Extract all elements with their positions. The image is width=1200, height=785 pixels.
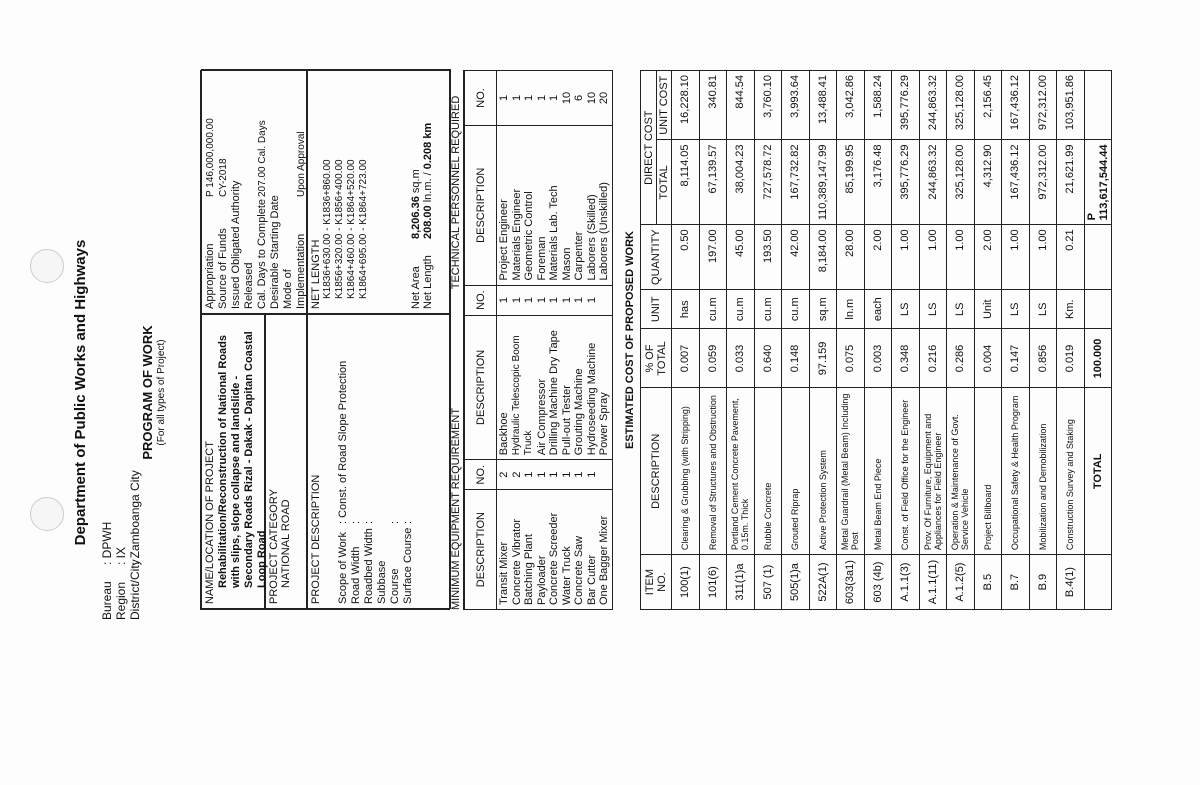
cost-qty: 2.00: [864, 225, 892, 290]
cost-qty: 1.00: [947, 225, 975, 290]
list-item: 1: [560, 471, 573, 478]
list-item: 1: [560, 296, 573, 304]
list-item: 1: [585, 471, 598, 478]
cost-unit: has: [672, 289, 700, 329]
list-item: 1: [535, 471, 548, 478]
list-item: Payloader: [535, 555, 548, 605]
cost-item: 311(1)a: [727, 555, 755, 610]
list-item: Drilling Machine Dry Tape: [548, 330, 560, 456]
cost-pct: 0.148: [782, 329, 810, 388]
program-subtitle: (For all types of Project): [156, 339, 167, 446]
list-item: 1: [523, 296, 535, 304]
roadbed-width-label: Roadbed Width: [363, 528, 375, 604]
total-uc-cell: [1084, 71, 1111, 141]
list-item: 1: [535, 94, 548, 102]
start-label: Desirable Starting Date: [269, 195, 281, 309]
funding-cell: [201, 69, 307, 314]
list-item: Foreman: [535, 236, 548, 281]
program-title: PROGRAM OF WORK: [140, 325, 155, 460]
cost-unit: cu.m: [782, 289, 810, 329]
table-row: [864, 71, 892, 610]
col-total: TOTAL: [657, 140, 672, 225]
col-pct: % OF TOTAL: [641, 329, 672, 388]
list-item: Pull-out Tester: [560, 385, 573, 456]
eq-col-desc2: DESCRIPTION: [465, 315, 497, 460]
cost-pct: 0.856: [1029, 329, 1057, 388]
cost-qty: 8,184.00: [809, 225, 837, 290]
cost-desc: Construction Survey and Staking: [1057, 388, 1085, 555]
colon: :: [389, 520, 401, 524]
equipment-left-list: [497, 490, 613, 610]
net-area-unit: sq.m: [410, 169, 422, 194]
list-item: Transit Mixer: [498, 541, 510, 605]
cost-total: 395,776.29: [892, 140, 920, 225]
list-item: 20: [598, 91, 610, 105]
cost-item: A.1.2(5): [947, 555, 975, 610]
net-length-unit: ln.m. /: [422, 172, 434, 203]
name-location-cell: [201, 314, 268, 609]
cost-qty: 1.00: [892, 225, 920, 290]
cost-total: 244,863.32: [919, 140, 947, 225]
list-item: Carpenter: [573, 231, 585, 281]
project-name: Rehabilitation/Reconstruction of National Roads with slips, slope collapse and landslide - Secondary Roads Rizal - Dakak - Dapitan Coastal Loop Road: [217, 331, 268, 588]
list-item: 1: [548, 296, 560, 304]
cost-desc: Const. of Field Office for the Engineer: [892, 388, 920, 555]
table-row: [919, 71, 947, 610]
colon: :: [350, 520, 362, 524]
cost-total: 167,732.82: [782, 140, 810, 225]
col-item: ITEM NO.: [641, 555, 672, 610]
table-row: [699, 71, 727, 610]
list-item: 1: [548, 94, 560, 102]
pers-col-desc: DESCRIPTION: [465, 125, 497, 285]
total-label: TOTAL: [1084, 388, 1111, 555]
cost-unit-cost: 844.54: [727, 71, 755, 141]
requirements-table: [464, 70, 613, 610]
table-row: [1002, 71, 1030, 610]
list-item: 6: [573, 94, 585, 102]
cost-item: 603 (4b): [864, 555, 892, 610]
cost-unit-cost: 2,156.45: [974, 71, 1002, 141]
personnel-list: [497, 125, 613, 285]
list-item: One Bagger Mixer: [598, 515, 610, 605]
cost-total: 727,578.72: [754, 140, 782, 225]
net-area-label: Net Area: [410, 266, 422, 309]
list-item: Concrete Screeder: [548, 512, 560, 605]
cost-item: A.1.1(11): [919, 555, 947, 610]
list-item: 1: [535, 296, 548, 304]
cost-total: 85,199.95: [837, 140, 865, 225]
cost-unit-cost: 395,776.29: [892, 71, 920, 141]
description-label: PROJECT DESCRIPTION: [310, 474, 322, 604]
table-row: [809, 71, 837, 610]
cost-unit: cu.m: [727, 289, 755, 329]
cost-qty: 1.00: [919, 225, 947, 290]
personnel-title: TECHNICAL PERSONNEL REQUIRED: [450, 70, 464, 315]
net-length-row: [422, 74, 434, 309]
list-item: Laborers (Skilled): [585, 194, 598, 281]
station-3: K1864+460.00 - K1864+520.00: [346, 159, 357, 299]
net-length-cell: [307, 69, 451, 314]
cost-item: 505(1)a: [782, 555, 810, 610]
list-item: 1: [510, 296, 523, 304]
cost-unit-cost: 13,488.41: [809, 71, 837, 141]
cost-unit: Unit: [974, 289, 1002, 329]
equipment-right-counts: [497, 460, 613, 490]
table-row: [947, 71, 975, 610]
cost-unit-cost: 340.81: [699, 71, 727, 141]
list-item: 1: [523, 94, 535, 102]
cost-desc: Prov. Of Furniture, Equipment and Appliances for Field Engineer: [919, 388, 947, 555]
list-item: Grouting Machine: [573, 368, 585, 456]
region-value: : IX: [114, 546, 128, 565]
cost-qty: 1.00: [1029, 225, 1057, 290]
equipment-title: MINIMUM EQUIPMENT REQUIREMENT: [450, 315, 464, 610]
name-location-label: NAME/LOCATION OF PROJECT: [204, 441, 216, 604]
list-item: 1: [573, 471, 585, 478]
net-length-label: NET LENGTH: [310, 239, 322, 309]
cost-item: 522A(1): [809, 555, 837, 610]
table-row: [837, 71, 865, 610]
cost-desc: Project Billboard: [974, 388, 1002, 555]
equipment-right-list: [497, 315, 613, 460]
pers-col-no: NO.: [465, 285, 497, 315]
mode-label: Mode of Implementation: [282, 233, 307, 309]
table-row: [782, 71, 810, 610]
bureau-block: [100, 470, 142, 620]
station-4: K1864+695.00 - K1864+723.00: [358, 159, 369, 299]
cost-pct: 0.640: [754, 329, 782, 388]
list-item: 1: [498, 94, 510, 102]
eq-col-desc: DESCRIPTION: [465, 490, 497, 610]
net-area-row: [410, 74, 422, 309]
list-item: Bar Cutter: [585, 554, 598, 605]
cost-pct: 0.216: [919, 329, 947, 388]
cost-item: B.9: [1029, 555, 1057, 610]
total-item-cell: [1084, 555, 1111, 610]
total-pct: 100.000: [1084, 329, 1111, 388]
colon: :: [363, 520, 375, 524]
net-length-text: Net Length: [422, 255, 434, 309]
mode-row: [282, 74, 308, 309]
list-item: Concrete Vibrator: [510, 518, 523, 605]
cost-qty: 42.00: [782, 225, 810, 290]
cost-pct: 97.159: [809, 329, 837, 388]
cost-total: 167,436.12: [1002, 140, 1030, 225]
subbase-label: Subbase Course: [376, 560, 401, 604]
table-row: [892, 71, 920, 610]
bureau-value: : DPWH: [100, 521, 114, 565]
source-label: Source of Funds: [217, 228, 229, 309]
list-item: Project Engineer: [498, 199, 510, 281]
list-item: 1: [548, 471, 560, 478]
cost-qty: 2.00: [974, 225, 1002, 290]
appropriation-row: [204, 74, 217, 309]
total-unit-cell: [1084, 289, 1111, 329]
cost-unit: cu.m: [754, 289, 782, 329]
cost-unit: ln.m: [837, 289, 865, 329]
total-value: 113,617,544.44: [1097, 144, 1110, 221]
cost-total: 4,312.90: [974, 140, 1002, 225]
col-unit: UNIT: [641, 289, 672, 329]
cost-unit: LS: [892, 289, 920, 329]
category-cell: [265, 314, 307, 609]
cost-unit-cost: 325,128.00: [947, 71, 975, 141]
cost-pct: 0.007: [672, 329, 700, 388]
cost-desc: Rubble Concrete: [754, 388, 782, 555]
list-item: Materials Lab. Tech: [548, 185, 560, 281]
cost-desc: Active Protection System: [809, 388, 837, 555]
list-item: Air Compressor: [535, 378, 548, 456]
list-item: 2: [498, 471, 510, 478]
cost-unit: LS: [1002, 289, 1030, 329]
net-area-value: 8,206.36: [410, 196, 422, 239]
cost-pct: 0.019: [1057, 329, 1085, 388]
cost-desc: Mobilization and Demobilization: [1029, 388, 1057, 555]
total-currency: P: [1085, 213, 1098, 221]
cost-item: 101(6): [699, 555, 727, 610]
cost-item: 507 (1): [754, 555, 782, 610]
list-item: Laborers (Unskilled): [598, 182, 610, 281]
cost-pct: 0.003: [864, 329, 892, 388]
cost-item: B.5: [974, 555, 1002, 610]
mode-value: Upon Approval: [296, 131, 307, 197]
list-item: Water Truck: [560, 546, 573, 605]
cost-qty: 45.00: [727, 225, 755, 290]
pers-col-no2: NO.: [465, 71, 497, 126]
appropriation-label: Appropriation: [204, 243, 216, 309]
col-direct: DIRECT COST: [641, 71, 657, 225]
table-row: [754, 71, 782, 610]
cost-qty: 0.21: [1057, 225, 1085, 290]
list-item: Hydroseeding Machine: [585, 342, 598, 456]
description-cell: [307, 314, 451, 609]
cost-unit-cost: 1,588.24: [864, 71, 892, 141]
list-item: 1: [573, 296, 585, 304]
cost-item: 603(3a1): [837, 555, 865, 610]
cost-qty: 28.00: [837, 225, 865, 290]
road-width-label: Road Width: [350, 546, 362, 604]
list-item: 1: [585, 296, 598, 304]
list-item: 1: [510, 94, 523, 102]
net-length-km: 0.208 km: [422, 122, 434, 170]
list-item: 1: [523, 471, 535, 478]
cost-unit: LS: [1029, 289, 1057, 329]
cost-pct: 0.033: [727, 329, 755, 388]
personnel-left-counts: [497, 285, 613, 315]
cost-unit-cost: 103,951.86: [1057, 71, 1085, 141]
project-info-box: [200, 70, 450, 610]
cost-unit-cost: 3,042.86: [837, 71, 865, 141]
category-value: NATIONAL ROAD: [280, 499, 292, 588]
cost-total: 972,312.00: [1029, 140, 1057, 225]
cost-desc: Portland Cement Concrete Pavement, 0.15m. Thick: [727, 388, 755, 555]
cost-pct: 0.004: [974, 329, 1002, 388]
bureau-label: Bureau: [100, 581, 114, 620]
col-qty: QUANTITY: [641, 225, 672, 290]
list-item: 10: [560, 91, 573, 105]
table-row: [727, 71, 755, 610]
cost-unit-cost: 3,993.64: [782, 71, 810, 141]
cost-pct: 0.075: [837, 329, 865, 388]
appropriation-value: P 146,000,000.00: [205, 118, 216, 197]
list-item: Backhoe: [498, 412, 510, 456]
cost-total: 110,389,147.99: [809, 140, 837, 225]
cost-title: ESTIMATED COST OF PROPOSED WORK: [624, 231, 636, 449]
cost-total: 8,114.05: [672, 140, 700, 225]
total-qty-cell: [1084, 225, 1111, 290]
district-label: District/City: [128, 559, 142, 620]
region-label: Region: [114, 581, 128, 620]
issued-label: Issued Obligated Authority: [230, 180, 242, 309]
cost-qty: 197.00: [699, 225, 727, 290]
list-item: 10: [585, 91, 598, 105]
cost-unit-cost: 3,760.10: [754, 71, 782, 141]
cost-pct: 0.286: [947, 329, 975, 388]
cost-unit-cost: 972,312.00: [1029, 71, 1057, 141]
table-row: [672, 71, 700, 610]
cost-total: 325,128.00: [947, 140, 975, 225]
cost-pct: 0.059: [699, 329, 727, 388]
total-value-cell: [1084, 140, 1111, 225]
cost-desc: Removal of Structures and Obstruction: [699, 388, 727, 555]
cost-qty: 1.00: [1002, 225, 1030, 290]
cost-desc: Metal Beam End Piece: [864, 388, 892, 555]
requirements-area: [450, 70, 620, 610]
list-item: Mason: [560, 247, 573, 281]
list-item: Materials Engineer: [510, 188, 523, 281]
cost-unit: cu.m: [699, 289, 727, 329]
cost-unit: LS: [947, 289, 975, 329]
col-desc: DESCRIPTION: [641, 388, 672, 555]
list-item: Concrete Saw: [573, 535, 585, 605]
cost-qty: 193.50: [754, 225, 782, 290]
list-item: 1: [498, 296, 510, 304]
cost-total: 38,004.23: [727, 140, 755, 225]
list-item: Power Spray: [598, 392, 610, 456]
category-label: PROJECT CATEGORY: [268, 489, 280, 604]
cost-item: B.7: [1002, 555, 1030, 610]
col-unit-cost: UNIT COST: [657, 71, 672, 141]
cost-unit-cost: 167,436.12: [1002, 71, 1030, 141]
cost-desc: Occupational Safety & Health Program: [1002, 388, 1030, 555]
cost-unit: Km.: [1057, 289, 1085, 329]
days-value: 207.00 Cal. Days: [257, 120, 268, 197]
net-length-value: 208.00: [422, 205, 434, 239]
cost-table: [640, 70, 1112, 610]
station-2: K1856+320.00 - K1856+400.00: [334, 159, 345, 299]
cost-qty: 0.50: [672, 225, 700, 290]
list-item: Hydraulic Telescopic Boom Truck: [510, 335, 534, 456]
table-row: [974, 71, 1002, 610]
colon: :: [402, 520, 414, 524]
source-value: CY-2018: [218, 158, 229, 197]
cost-item: 100(1): [672, 555, 700, 610]
station-1: K1836+630.00 - K1836+860.00: [322, 159, 333, 299]
cost-desc: Metal Guardrail (Metal Beam) Including Post: [837, 388, 865, 555]
cost-pct: 0.348: [892, 329, 920, 388]
cost-total: 21,621.99: [1057, 140, 1085, 225]
table-row: [1029, 71, 1057, 610]
cost-unit: each: [864, 289, 892, 329]
personnel-counts: [497, 71, 613, 126]
cost-desc: Clearing & Grubbing (with Stripping): [672, 388, 700, 555]
source-row: [217, 74, 230, 309]
cost-item: B.4(1): [1057, 555, 1085, 610]
scope-label: Scope of Work: [337, 532, 349, 604]
list-item: Geometric Control: [523, 191, 535, 281]
department-title: Department of Public Works and Highways: [72, 239, 89, 546]
surface-label: Surface Course: [402, 527, 414, 604]
cost-total: 3,176.48: [864, 140, 892, 225]
released-label: Released: [243, 262, 255, 309]
list-item: Batching Plant: [523, 534, 535, 605]
scope-value: : Const. of Road Slope Protection: [337, 360, 349, 524]
cost-item: A.1.1(3): [892, 555, 920, 610]
cost-unit-cost: 16,228.10: [672, 71, 700, 141]
table-row: [1057, 71, 1085, 610]
district-value: : Zamboanga City: [128, 470, 142, 565]
cost-desc: Grouted Riprap: [782, 388, 810, 555]
cost-total: 67,139.57: [699, 140, 727, 225]
cost-unit: LS: [919, 289, 947, 329]
list-item: 2: [510, 471, 523, 478]
days-row: [256, 74, 269, 309]
cost-pct: 0.147: [1002, 329, 1030, 388]
eq-col-no: NO.: [465, 460, 497, 490]
cost-unit: sq.m: [809, 289, 837, 329]
cost-unit-cost: 244,863.32: [919, 71, 947, 141]
cost-desc: Operation & Maintenance of Govt. Service Vehicle: [947, 388, 975, 555]
days-label: Cal. Days to Complete: [256, 198, 268, 309]
